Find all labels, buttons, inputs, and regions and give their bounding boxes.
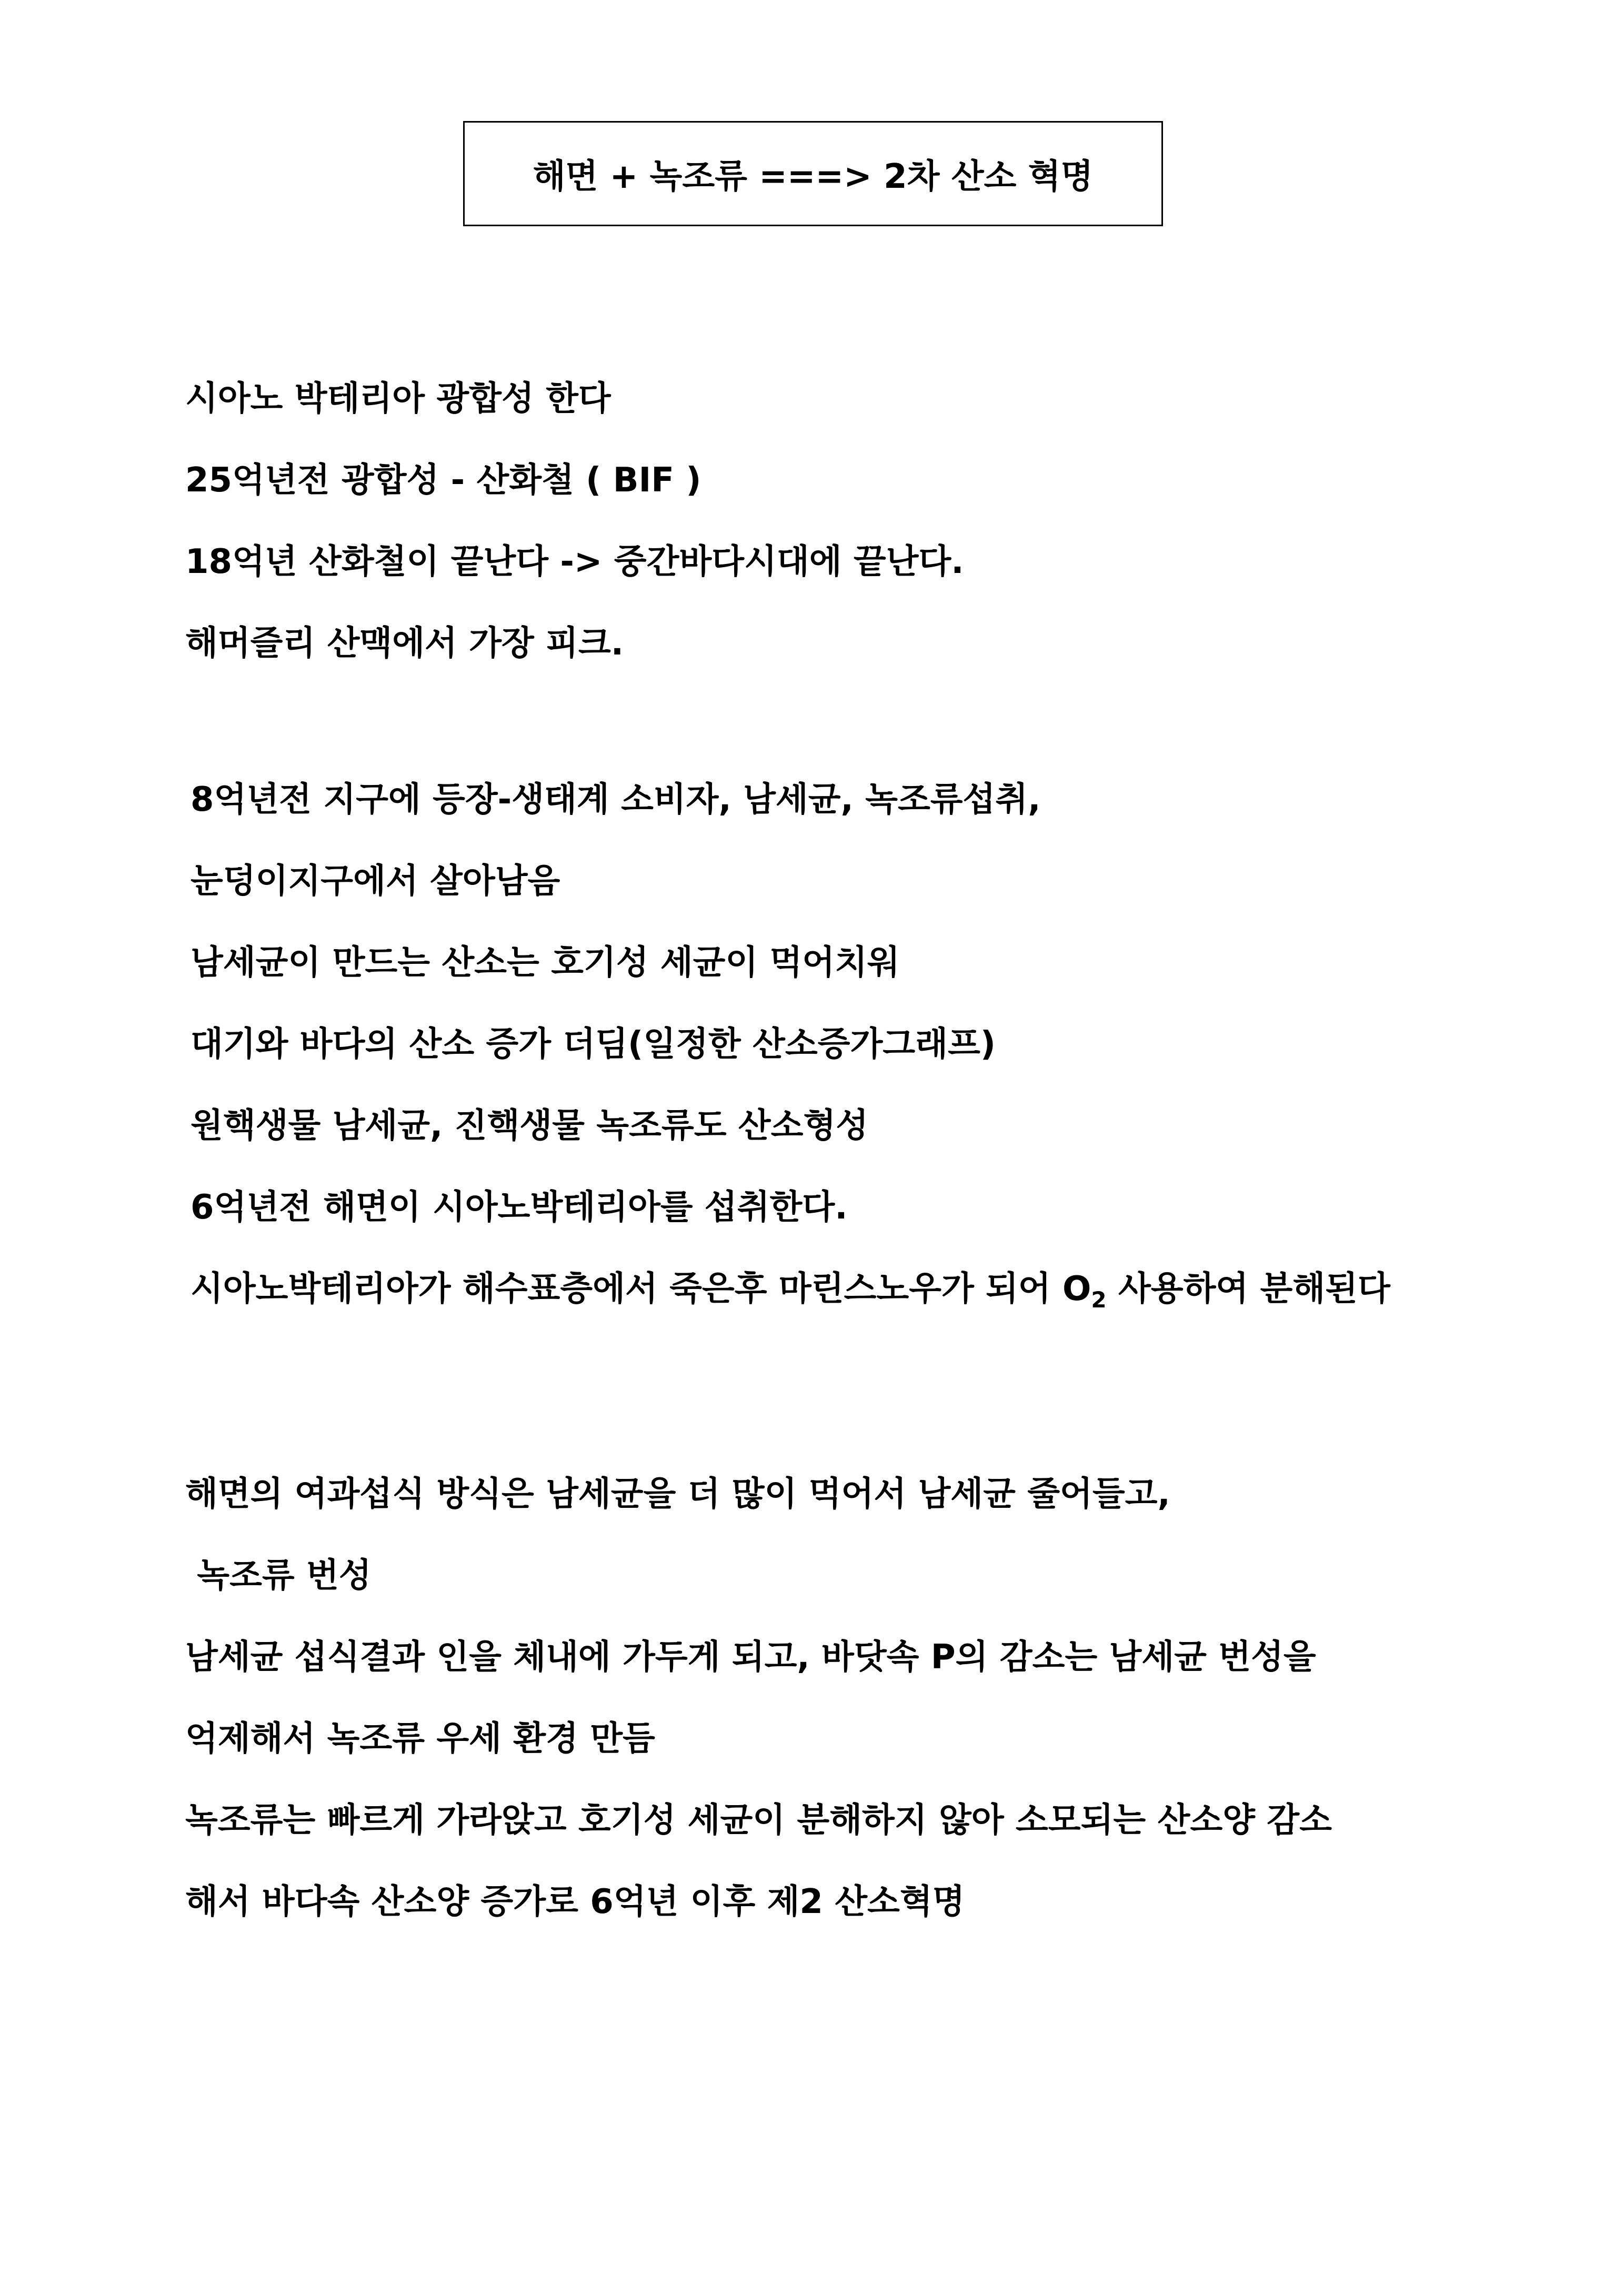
- text-line: 남세균 섭식결과 인을 체내에 가두게 되고, 바닷속 P의 감소는 남세균 번성을: [185, 1638, 1316, 1677]
- text-line: 8억년전 지구에 등장-생태계 소비자, 남세균, 녹조류섭취,: [191, 780, 1041, 819]
- text-line: 25억년전 광합성 - 산화철 ( BIF ): [185, 461, 701, 500]
- text-line: 시아노 박테리아 광합성 한다: [185, 379, 611, 418]
- text-line: 눈덩이지구에서 살아남음: [191, 862, 560, 901]
- text-line: 해머즐리 산맥에서 가장 피크.: [185, 624, 624, 663]
- text-line: 6억년전 해면이 시아노박테리아를 섭취한다.: [191, 1188, 848, 1227]
- text-segment: 사용하여 분해된다: [1106, 1270, 1390, 1308]
- text-line: 녹조류 번성: [185, 1556, 372, 1595]
- text-line: 남세균이 만드는 산소는 호기성 세균이 먹어치워: [191, 943, 900, 982]
- text-line: 해면의 여과섭식 방식은 남세균을 더 많이 먹어서 남세균 줄어들고,: [185, 1475, 1170, 1514]
- subscript: 2: [1091, 1287, 1107, 1313]
- text-line: 18억년 산화철이 끝난다 -> 중간바다시대에 끝난다.: [185, 542, 964, 581]
- text-line: 대기와 바다의 산소 증가 더딤(일정한 산소증가그래프): [191, 1025, 996, 1064]
- text-line: 억제해서 녹조류 우세 환경 만듬: [185, 1719, 655, 1758]
- text-line: 원핵생물 남세균, 진핵생물 녹조류도 산소형성: [191, 1106, 869, 1145]
- page-title: 해면 + 녹조류 ===> 2차 산소 혁명: [533, 157, 1094, 196]
- title-box: [463, 121, 1163, 226]
- text-segment: 시아노박테리아가 해수표층에서 죽은후 마린스노우가 되어 O: [191, 1270, 1091, 1308]
- text-line-with-subscript: [191, 1268, 1390, 1321]
- text-line: 해서 바다속 산소양 증가로 6억년 이후 제2 산소혁명: [185, 1882, 965, 1921]
- text-line: 녹조류는 빠르게 가라앉고 호기성 세균이 분해하지 않아 소모되는 산소양 감소: [185, 1801, 1332, 1840]
